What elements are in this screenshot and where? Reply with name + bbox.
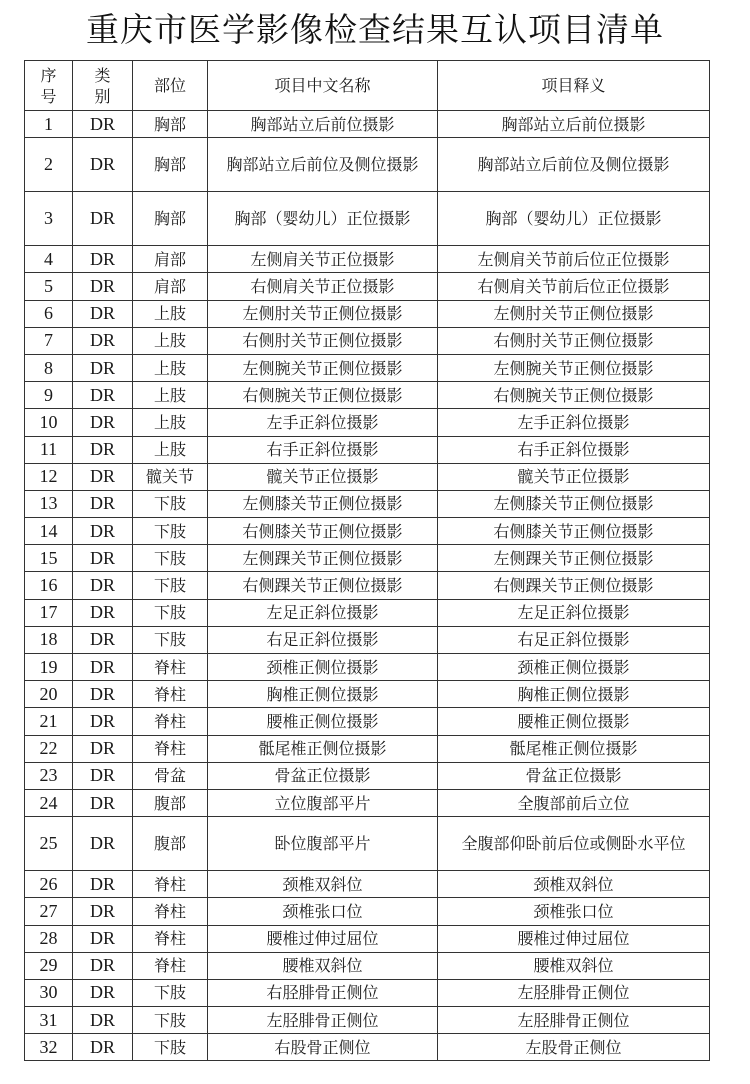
row-category: DR (73, 952, 133, 979)
row-item-description: 胸椎正侧位摄影 (438, 681, 710, 708)
table-row (25, 300, 710, 327)
row-item-description: 骨盆正位摄影 (438, 762, 710, 789)
row-category: DR (73, 599, 133, 626)
row-number: 22 (25, 735, 73, 762)
row-category: DR (73, 138, 133, 192)
row-body-part: 胸部 (133, 111, 208, 138)
table-row (25, 952, 710, 979)
row-item-description: 骶尾椎正侧位摄影 (438, 735, 710, 762)
row-number: 15 (25, 545, 73, 572)
row-category: DR (73, 111, 133, 138)
row-body-part: 下肢 (133, 490, 208, 517)
row-category: DR (73, 708, 133, 735)
row-number: 17 (25, 599, 73, 626)
row-body-part: 上肢 (133, 409, 208, 436)
table-row (25, 789, 710, 816)
row-item-description: 右侧肘关节正侧位摄影 (438, 327, 710, 354)
row-item-description: 全腹部仰卧前后位或侧卧水平位 (438, 817, 710, 871)
row-body-part: 胸部 (133, 192, 208, 246)
row-item-description: 全腹部前后立位 (438, 789, 710, 816)
row-body-part: 骨盆 (133, 762, 208, 789)
row-item-name: 髋关节正位摄影 (208, 463, 438, 490)
row-category: DR (73, 871, 133, 898)
row-item-name: 胸部站立后前位摄影 (208, 111, 438, 138)
row-number: 19 (25, 654, 73, 681)
header-body-part: 部位 (133, 61, 208, 111)
row-category: DR (73, 382, 133, 409)
row-body-part: 上肢 (133, 300, 208, 327)
table-row (25, 518, 710, 545)
row-number: 20 (25, 681, 73, 708)
row-item-description: 颈椎张口位 (438, 898, 710, 925)
row-number: 13 (25, 490, 73, 517)
header-no-line-2: 号 (40, 86, 57, 106)
table-row (25, 925, 710, 952)
row-number: 26 (25, 871, 73, 898)
row-item-description: 右足正斜位摄影 (438, 626, 710, 653)
row-item-name: 左胫腓骨正侧位 (208, 1007, 438, 1034)
table-row (25, 1034, 710, 1061)
header-no-line-1: 序 (40, 65, 57, 85)
row-item-name: 卧位腹部平片 (208, 817, 438, 871)
row-body-part: 脊柱 (133, 952, 208, 979)
row-category: DR (73, 789, 133, 816)
row-item-description: 胸部（婴幼儿）正位摄影 (438, 192, 710, 246)
row-category: DR (73, 817, 133, 871)
row-item-name: 右侧膝关节正侧位摄影 (208, 518, 438, 545)
table-row (25, 138, 710, 192)
header-no (25, 61, 73, 111)
row-number: 8 (25, 354, 73, 381)
table-row (25, 681, 710, 708)
row-number: 9 (25, 382, 73, 409)
row-item-description: 左足正斜位摄影 (438, 599, 710, 626)
row-item-description: 左侧膝关节正侧位摄影 (438, 490, 710, 517)
row-category: DR (73, 572, 133, 599)
row-category: DR (73, 898, 133, 925)
row-number: 23 (25, 762, 73, 789)
row-item-name: 胸部（婴幼儿）正位摄影 (208, 192, 438, 246)
table-row (25, 572, 710, 599)
row-body-part: 脊柱 (133, 681, 208, 708)
table-row (25, 463, 710, 490)
row-category: DR (73, 300, 133, 327)
row-body-part: 下肢 (133, 545, 208, 572)
table-row (25, 1007, 710, 1034)
row-body-part: 上肢 (133, 354, 208, 381)
row-item-description: 右手正斜位摄影 (438, 436, 710, 463)
row-body-part: 脊柱 (133, 708, 208, 735)
row-item-description: 腰椎过伸过屈位 (438, 925, 710, 952)
row-number: 3 (25, 192, 73, 246)
row-category: DR (73, 925, 133, 952)
row-item-description: 胸部站立后前位摄影 (438, 111, 710, 138)
row-item-name: 右侧肩关节正位摄影 (208, 273, 438, 300)
row-item-name: 左侧腕关节正侧位摄影 (208, 354, 438, 381)
table-row (25, 490, 710, 517)
row-item-description: 右侧踝关节正侧位摄影 (438, 572, 710, 599)
row-item-name: 左手正斜位摄影 (208, 409, 438, 436)
row-item-name: 右足正斜位摄影 (208, 626, 438, 653)
row-body-part: 下肢 (133, 1034, 208, 1061)
row-category: DR (73, 735, 133, 762)
row-body-part: 腹部 (133, 817, 208, 871)
row-number: 21 (25, 708, 73, 735)
row-item-description: 左手正斜位摄影 (438, 409, 710, 436)
row-item-name: 颈椎双斜位 (208, 871, 438, 898)
row-item-name: 腰椎双斜位 (208, 952, 438, 979)
row-item-description: 右侧肩关节前后位正位摄影 (438, 273, 710, 300)
header-category-line-1: 类 (94, 65, 111, 85)
row-body-part: 脊柱 (133, 898, 208, 925)
row-item-name: 左侧膝关节正侧位摄影 (208, 490, 438, 517)
row-category: DR (73, 518, 133, 545)
row-number: 30 (25, 979, 73, 1006)
row-category: DR (73, 409, 133, 436)
row-number: 16 (25, 572, 73, 599)
row-category: DR (73, 654, 133, 681)
row-body-part: 下肢 (133, 572, 208, 599)
row-number: 25 (25, 817, 73, 871)
table-row (25, 735, 710, 762)
row-item-name: 骶尾椎正侧位摄影 (208, 735, 438, 762)
header-category (73, 61, 133, 111)
row-item-description: 颈椎双斜位 (438, 871, 710, 898)
row-number: 7 (25, 327, 73, 354)
row-body-part: 脊柱 (133, 654, 208, 681)
row-category: DR (73, 490, 133, 517)
row-number: 18 (25, 626, 73, 653)
row-body-part: 下肢 (133, 626, 208, 653)
row-category: DR (73, 327, 133, 354)
row-item-description: 腰椎双斜位 (438, 952, 710, 979)
row-number: 31 (25, 1007, 73, 1034)
row-body-part: 下肢 (133, 518, 208, 545)
row-item-name: 立位腹部平片 (208, 789, 438, 816)
row-body-part: 肩部 (133, 246, 208, 273)
row-number: 6 (25, 300, 73, 327)
row-number: 1 (25, 111, 73, 138)
table-row (25, 817, 710, 871)
table-row (25, 246, 710, 273)
row-item-name: 右侧肘关节正侧位摄影 (208, 327, 438, 354)
table-row (25, 545, 710, 572)
row-item-name: 颈椎正侧位摄影 (208, 654, 438, 681)
row-category: DR (73, 436, 133, 463)
row-number: 12 (25, 463, 73, 490)
table-row (25, 626, 710, 653)
table-row (25, 192, 710, 246)
row-item-name: 右股骨正侧位 (208, 1034, 438, 1061)
row-item-description: 左侧踝关节正侧位摄影 (438, 545, 710, 572)
row-item-description: 髋关节正位摄影 (438, 463, 710, 490)
table-row (25, 654, 710, 681)
row-item-description: 左侧肩关节前后位正位摄影 (438, 246, 710, 273)
row-item-description: 左胫腓骨正侧位 (438, 1007, 710, 1034)
row-item-description: 左股骨正侧位 (438, 1034, 710, 1061)
row-item-description: 胸部站立后前位及侧位摄影 (438, 138, 710, 192)
row-item-name: 胸椎正侧位摄影 (208, 681, 438, 708)
row-item-name: 腰椎过伸过屈位 (208, 925, 438, 952)
row-item-description: 右侧腕关节正侧位摄影 (438, 382, 710, 409)
table-row (25, 436, 710, 463)
row-category: DR (73, 246, 133, 273)
table-row (25, 327, 710, 354)
row-item-name: 左足正斜位摄影 (208, 599, 438, 626)
row-body-part: 下肢 (133, 979, 208, 1006)
row-item-description: 左胫腓骨正侧位 (438, 979, 710, 1006)
row-item-description: 腰椎正侧位摄影 (438, 708, 710, 735)
row-body-part: 上肢 (133, 382, 208, 409)
row-category: DR (73, 681, 133, 708)
row-item-name: 右手正斜位摄影 (208, 436, 438, 463)
row-number: 14 (25, 518, 73, 545)
page-title: 重庆市医学影像检查结果互认项目清单 (86, 10, 664, 49)
row-item-name: 左侧肘关节正侧位摄影 (208, 300, 438, 327)
row-number: 32 (25, 1034, 73, 1061)
row-number: 24 (25, 789, 73, 816)
row-category: DR (73, 463, 133, 490)
row-number: 5 (25, 273, 73, 300)
row-category: DR (73, 1007, 133, 1034)
row-item-description: 左侧腕关节正侧位摄影 (438, 354, 710, 381)
row-body-part: 脊柱 (133, 871, 208, 898)
row-category: DR (73, 354, 133, 381)
row-body-part: 脊柱 (133, 735, 208, 762)
row-item-description: 颈椎正侧位摄影 (438, 654, 710, 681)
row-item-name: 胸部站立后前位及侧位摄影 (208, 138, 438, 192)
row-body-part: 肩部 (133, 273, 208, 300)
row-number: 27 (25, 898, 73, 925)
table-row (25, 898, 710, 925)
row-item-name: 骨盆正位摄影 (208, 762, 438, 789)
table-row (25, 708, 710, 735)
row-body-part: 上肢 (133, 436, 208, 463)
row-category: DR (73, 192, 133, 246)
row-number: 29 (25, 952, 73, 979)
header-category-line-2: 别 (94, 86, 111, 106)
table-row (25, 409, 710, 436)
row-item-name: 腰椎正侧位摄影 (208, 708, 438, 735)
row-body-part: 上肢 (133, 327, 208, 354)
table-row (25, 871, 710, 898)
row-category: DR (73, 545, 133, 572)
table-row (25, 979, 710, 1006)
row-number: 2 (25, 138, 73, 192)
row-category: DR (73, 762, 133, 789)
row-body-part: 下肢 (133, 599, 208, 626)
table-row (25, 762, 710, 789)
row-body-part: 胸部 (133, 138, 208, 192)
row-number: 4 (25, 246, 73, 273)
row-item-name: 颈椎张口位 (208, 898, 438, 925)
row-item-description: 左侧肘关节正侧位摄影 (438, 300, 710, 327)
row-body-part: 脊柱 (133, 925, 208, 952)
table-header-row (25, 61, 710, 111)
row-body-part: 腹部 (133, 789, 208, 816)
header-item-description: 项目释义 (438, 61, 710, 111)
table-row (25, 273, 710, 300)
row-number: 10 (25, 409, 73, 436)
row-item-name: 左侧踝关节正侧位摄影 (208, 545, 438, 572)
row-category: DR (73, 626, 133, 653)
row-category: DR (73, 1034, 133, 1061)
row-body-part: 下肢 (133, 1007, 208, 1034)
row-category: DR (73, 979, 133, 1006)
row-category: DR (73, 273, 133, 300)
table-row (25, 382, 710, 409)
row-item-name: 右胫腓骨正侧位 (208, 979, 438, 1006)
row-number: 11 (25, 436, 73, 463)
row-item-name: 右侧腕关节正侧位摄影 (208, 382, 438, 409)
header-item-name: 项目中文名称 (208, 61, 438, 111)
row-body-part: 髋关节 (133, 463, 208, 490)
row-item-name: 右侧踝关节正侧位摄影 (208, 572, 438, 599)
table-row (25, 111, 710, 138)
row-item-name: 左侧肩关节正位摄影 (208, 246, 438, 273)
row-number: 28 (25, 925, 73, 952)
table-row (25, 354, 710, 381)
exam-table (24, 60, 710, 1061)
table-row (25, 599, 710, 626)
row-item-description: 右侧膝关节正侧位摄影 (438, 518, 710, 545)
